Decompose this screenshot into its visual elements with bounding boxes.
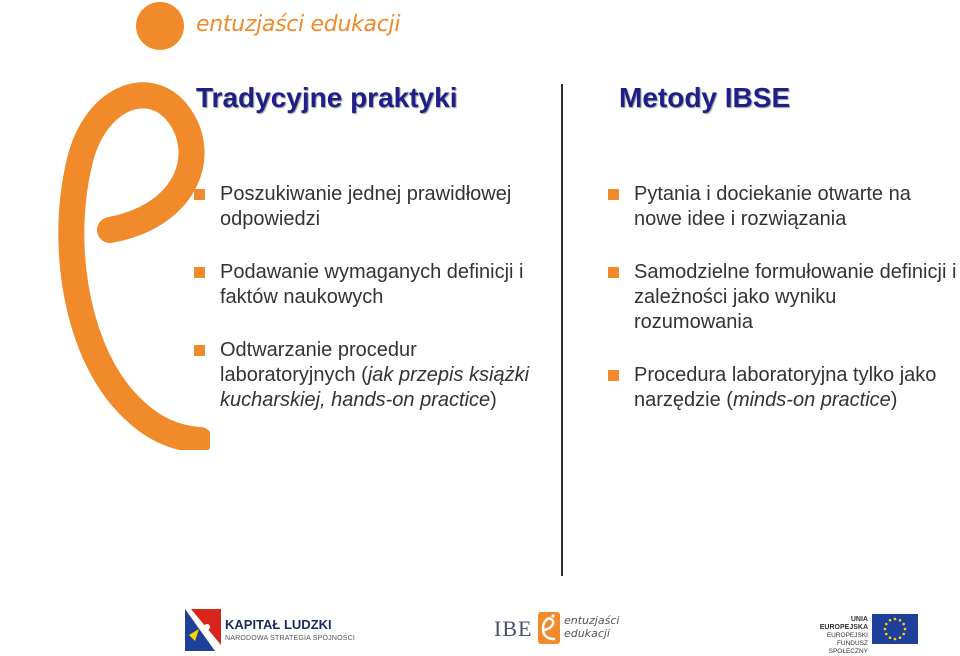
eu-flag-icon (872, 614, 918, 644)
ibse-methods-list (608, 182, 960, 441)
ibe-e-icon (538, 612, 560, 644)
list-item (194, 338, 544, 413)
eu-logo (808, 612, 918, 655)
right-column-title: Metody IBSE (619, 82, 791, 113)
column-divider (561, 84, 563, 576)
list-item-text-pre: Odtwarzanie procedur laboratoryjnych ( (220, 339, 417, 386)
left-column-title: Tradycyjne praktyki (196, 82, 458, 113)
list-item (194, 260, 544, 310)
list-item (194, 182, 544, 232)
list-item-text-post: ) (490, 389, 497, 411)
bullet-square-icon (608, 370, 619, 381)
ibe-logo (494, 612, 634, 652)
list-item-text-italic: jak przepis książki kucharskiej, hands-on practice (220, 364, 530, 411)
kapital-ludzki-subtitle: NARODOWA STRATEGIA SPÓJNOŚCI (225, 635, 356, 642)
ibe-name: IBE (494, 616, 533, 641)
fe-emblem-icon (185, 605, 221, 651)
list-item (608, 260, 960, 335)
bullet-square-icon (194, 345, 205, 356)
traditional-practices-list (194, 182, 544, 441)
ibe-brand-text (564, 614, 619, 640)
bullet-square-icon (194, 267, 205, 278)
list-item (608, 363, 960, 413)
ibe-brand-line2: edukacji (564, 627, 610, 640)
list-item-text: Podawanie wymaganych definicji i faktów naukowych (220, 261, 524, 308)
list-item-text: Poszukiwanie jednej prawidłowej odpowiedzi (220, 183, 512, 230)
list-item-text: Samodzielne formułowanie definicji i zależności jako wyniku rozumowania (634, 261, 957, 333)
bullet-square-icon (608, 267, 619, 278)
eu-text (808, 616, 868, 656)
brand-wordmark: entuzjaści edukacji (196, 12, 401, 37)
list-item-text: Pytania i dociekanie otwarte na nowe idee i rozwiązania (634, 183, 911, 230)
bullet-square-icon (194, 189, 205, 200)
list-item-text-italic: minds-on practice (732, 389, 891, 411)
list-item-text-post: ) (890, 389, 898, 411)
eu-line2: EUROPEJSKI (826, 632, 868, 639)
list-item (608, 182, 960, 232)
entuzjasci-e-logo (50, 0, 210, 450)
kapital-ludzki-name: KAPITAŁ LUDZKI (225, 617, 332, 632)
eu-line3: FUNDUSZ SPOŁECZNY (828, 640, 868, 655)
eu-line1: UNIA EUROPEJSKA (819, 616, 868, 631)
kapital-ludzki-logo (185, 605, 356, 653)
bullet-square-icon (608, 189, 619, 200)
ibe-brand-line1: entuzjaści (564, 614, 620, 627)
list-item-text-pre: Procedura laboratoryjna tylko jako narzędzie ( (634, 364, 937, 411)
